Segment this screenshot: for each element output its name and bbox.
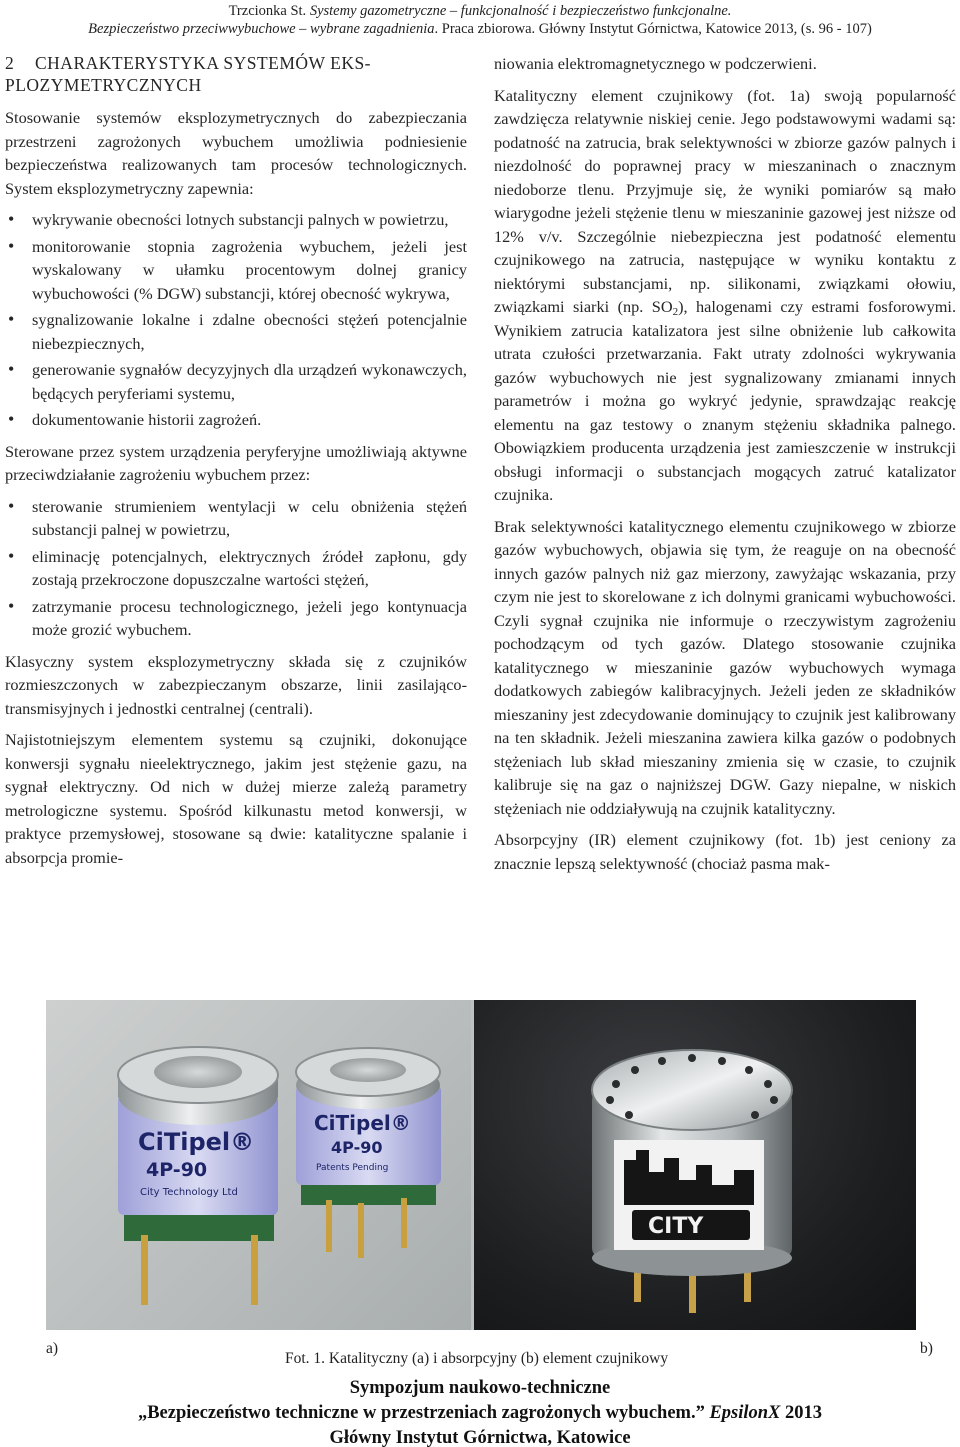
bullet-list-actions	[5, 495, 467, 642]
paragraph: Najistotniejszym elementem systemu są czujniki, dokonujące konwersji sygnału nieelektrycznego, jakim jest stężenie gazu, na sygnał elektryczny. Od nich w dużej mierze zależą parametry metrologiczne systemu. Spośród kilkunastu metod konwersji, w praktyce przemysłowej, stosowane są dwie: katalityczne spalanie i absorpcja promie-	[5, 730, 467, 867]
list-item: • generowanie sygnałów decyzyjnych dla urządzeń wykonawczych, będących peryferiami systemu,	[5, 358, 467, 405]
footer-conference-name: EpsilonX	[709, 1403, 781, 1423]
bullet-list-functions	[5, 208, 467, 432]
subscript: 2	[672, 306, 679, 318]
sensor-a-model-text: 4P-90	[146, 1159, 208, 1181]
section-heading	[5, 52, 467, 96]
list-item: • eliminację potencjalnych, elektrycznych źródeł zapłonu, gdy zostają przekroczone dopuszczalne wartości stężeń,	[5, 545, 467, 592]
sensor-a2-brand-text: CiTipel®	[314, 1111, 411, 1135]
section-number: 2	[5, 53, 15, 73]
list-item: • dokumentowanie historii zagrożeń.	[5, 408, 467, 432]
list-item: • wykrywanie obecności lotnych substancji palnych w powietrzu,	[5, 208, 467, 232]
header-article-title: Systemy gazometryczne – funkcjonalność i bezpieczeństwo funkcjonalne.	[309, 3, 732, 19]
sensor-a-maker-text: City Technology Ltd	[140, 1187, 238, 1198]
photo-catalytic-sensors	[46, 1000, 471, 1330]
running-header	[0, 2, 960, 38]
paragraph: Klasyczny system eksplozymetryczny składa się z czujników rozmieszczonych w zabezpieczanym obszarze, linii zasilająco-transmisyjnych i jednostki centralnej (centrali).	[5, 651, 467, 718]
paragraph-continuation: niowania elektromagnetycznego w podczerwieni.	[494, 54, 817, 73]
sensor-a2-model-text: 4P-90	[331, 1138, 383, 1157]
sensor-a2-note-text: Patents Pending	[316, 1163, 389, 1173]
figure-label-b: b)	[920, 1340, 933, 1357]
header-publication-info: . Praca zbiorowa. Główny Instytut Górnictwa, Katowice 2013, (s. 96 - 107)	[434, 21, 872, 37]
paragraph-text: Katalityczny element czujnikowy (fot. 1a) swoją popularność zawdzięcza relatywnie niskiej cenie. Jego podstawowymi wadami są: podatność na zatrucia, brak selektywności w zbiorze gazów palnych i niezdolność do poprawnej pracy w mieszaninach o znacznym niedoborze tlenu. Przyjmuje się, że wyniki pomiarów są mało wiarygodne jeżeli stężenie tlenu w mieszaninie gazowej jest niższe od 12% v/v. Szczególnie niebezpieczna jest podatność elementu czujnikowego na zatrucia, następujące w wyniku kontaktu z niektórymi substancjami, np. silikonami, związkami ołowiu, związkami siarki (np. SO	[494, 85, 956, 316]
list-item: • zatrzymanie procesu technologicznego, jeżeli jego kontynuacja może grozić wybuchem.	[5, 595, 467, 642]
list-item: • sygnalizowanie lokalne i zdalne obecności stężeń potencjalnie niebezpiecznych,	[5, 308, 467, 355]
footer-conference-title: „Bezpieczeństwo techniczne w przestrzeniach zagrożonych wybuchem.”	[137, 1403, 710, 1423]
footer-year: 2013	[780, 1403, 823, 1423]
header-line-1	[0, 2, 960, 20]
list-item: • monitorowanie stopnia zagrożenia wybuchem, jeżeli jest wyskalowany w ułamku procentowym dolnej granicy wybuchowości (% DGW) substancji, której obecność wykrywa,	[5, 235, 467, 306]
footer-line-3: Główny Instytut Górnictwa, Katowice	[329, 1428, 631, 1447]
catalytic-sensors-illustration	[46, 1000, 471, 1330]
right-column	[494, 52, 956, 883]
list-item: • sterowanie strumieniem wentylacji w celu obniżenia stężeń substancji palnej w powietrzu,	[5, 495, 467, 542]
footer-line-2	[0, 1401, 960, 1426]
footer-line-1: Sympozjum naukowo-techniczne	[349, 1378, 611, 1398]
sensor-a-brand-text: CiTipel®	[138, 1128, 255, 1156]
header-book-title: Bezpieczeństwo przeciwwybuchowe – wybrane zagadnienia	[88, 21, 435, 37]
header-line-2	[0, 20, 960, 38]
paragraph: Absorpcyjny (IR) element czujnikowy (fot. 1b) jest ceniony za znacznie lepszą selektywność (chociaż pasma mak-	[494, 830, 956, 873]
sensor-a-right	[296, 1048, 441, 1258]
header-authors: Trzcionka St.	[228, 3, 310, 19]
paragraph-text: ), halogenami czy estrami fosforowymi. Wynikiem zatrucia katalizatora jest silne obniżenie lub całkowita utrata czułości przetwarzania. Fakt utraty zdolności wykrywania gazów wybuchowych nie jest sygnalizowany zmianami innych parametrów i można go wykryć jedynie, sprawdzając reakcję elementu na gaz testowy o znanym stężeniu składnika palnego. Obowiązkiem producenta urządzenia jest zamieszczenie w instrukcji obsługi informacji o substancjach mogących zatruć katalizator czujnika.	[494, 297, 957, 504]
figure-label-a: a)	[46, 1340, 59, 1357]
sensor-b-logo-text: CITY	[648, 1214, 704, 1239]
paragraph: Stosowanie systemów eksplozymetrycznych do zabezpieczania przestrzeni zagrożonych wybuchem umożliwia podniesienie bezpieczeństwa realizowanych tam procesów technologicznych. System eksplozymetryczny zapewnia:	[5, 108, 467, 198]
left-column	[5, 52, 467, 877]
figure-photos	[46, 1000, 916, 1330]
paragraph	[494, 84, 956, 507]
paragraph: Brak selektywności katalitycznego elementu czujnikowego w zbiorze gazów wybuchowych, objawia się tym, że reaguje on na obecność innych gazów palnych niż gaz mierzony, zawyżając wskazania, przy czym nie jest to skorelowane z ich dolnymi granicami wybuchowości. Czyli sygnał czujnika nie informuje o rzeczywistym zagrożeniu pochodzącym od tych gazów. Dlatego stosowanie czujnika katalitycznego w mieszaninie gazów wybuchowych wymaga dodatkowych zabiegów kalibracyjnych. Jeżeli jeden ze składników mieszaniny jest zdecydowanie dominujący to czujnik jest kalibrowany na ten składnik. Jeżeli mieszanina zawiera kilka gazów o podobnych stężeniach lub skład mieszaniny zmienia się w czasie, to czujnik kalibruje się na gaz o najniższej DGW. Gazy niepalne, w niskich stężeniach nie oddziaływują na czujnik katalityczny.	[494, 516, 956, 818]
figure-caption-row	[0, 1340, 960, 1366]
page-footer	[0, 1376, 960, 1447]
sensor-a-left	[118, 1047, 278, 1305]
sensor-b	[592, 1050, 792, 1313]
section-title: CHARAKTERYSTYKA SYSTEMÓW EKS-PLOZYMETRYCZNYCH	[5, 53, 372, 95]
ir-sensor-illustration	[474, 1000, 916, 1330]
photo-ir-sensor	[474, 1000, 916, 1330]
paragraph: Sterowane przez system urządzenia peryferyjne umożliwiają aktywne przeciwdziałanie zagrożeniu wybuchem przez:	[5, 441, 467, 484]
figure-caption: Fot. 1. Katalityczny (a) i absorpcyjny (b) element czujnikowy	[285, 1350, 669, 1367]
